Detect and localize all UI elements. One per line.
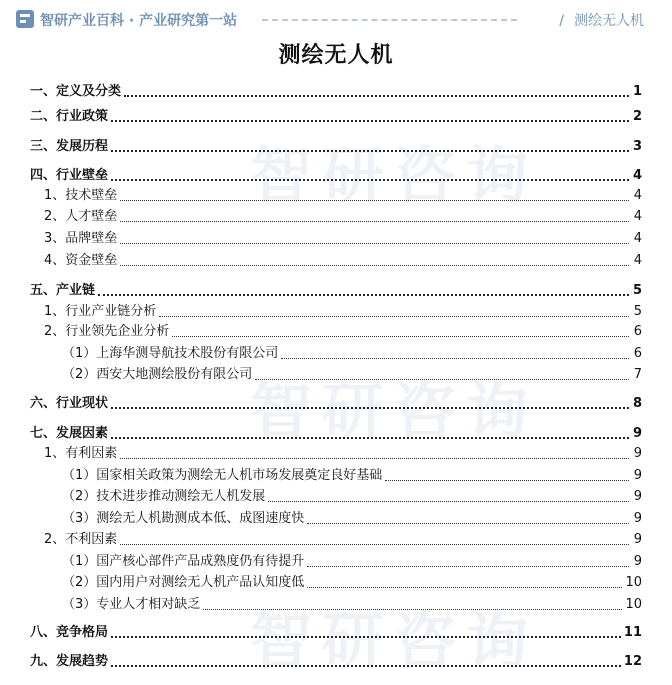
toc-entry-label: 二、行业政策 — [30, 109, 109, 124]
toc-entry[interactable] — [44, 207, 642, 227]
toc-entry-label: 六、行业现状 — [30, 396, 109, 411]
toc-page-number: 4 — [633, 253, 642, 268]
toc-entry[interactable] — [62, 344, 642, 364]
toc-entry[interactable] — [62, 595, 642, 615]
toc-entry-label: （1）上海华测导航技术股份有限公司 — [62, 346, 279, 361]
toc-page-number: 5 — [632, 283, 642, 298]
toc-page-number: 9 — [633, 468, 642, 483]
toc-page-number: 9 — [633, 489, 642, 504]
toc-entry[interactable] — [30, 166, 642, 186]
toc-entry[interactable] — [30, 137, 642, 157]
toc-leader-dots — [111, 407, 629, 409]
toc-leader-dots — [98, 294, 629, 296]
watermark-text: 智研咨询 — [250, 605, 539, 678]
toc-page-number: 4 — [632, 168, 642, 183]
toc-entry-label: 五、产业链 — [30, 283, 96, 298]
toc-entry-label: （1）国产核心部件产品成熟度仍有待提升 — [62, 554, 305, 569]
toc-entry[interactable] — [44, 530, 642, 550]
toc-entry-label: 七、发展因素 — [30, 426, 109, 441]
toc-entry-label: 九、发展趋势 — [30, 654, 109, 669]
toc-entry[interactable] — [62, 573, 642, 593]
toc-page-number: 3 — [632, 139, 642, 154]
toc-leader-dots — [120, 221, 629, 222]
toc-page-number: 9 — [633, 554, 642, 569]
toc-page-number: 10 — [625, 597, 642, 612]
toc-page-number: 9 — [633, 511, 642, 526]
toc-entry[interactable] — [30, 107, 642, 127]
toc-entry[interactable] — [62, 552, 642, 572]
toc-leader-dots — [307, 523, 629, 524]
toc-page-number: 9 — [633, 446, 642, 461]
toc-entry[interactable] — [62, 509, 642, 529]
document-title: 测绘无人机 — [278, 43, 394, 68]
toc-page-number: 1 — [632, 84, 642, 99]
toc-leader-dots — [111, 179, 629, 181]
toc-entry[interactable] — [30, 281, 642, 301]
toc-page-number: 11 — [623, 625, 642, 640]
toc-leader-dots — [385, 480, 629, 481]
toc-leader-dots — [111, 120, 629, 122]
toc-entry[interactable] — [62, 466, 642, 486]
toc-entry[interactable] — [30, 424, 642, 444]
toc-entry-label: 四、行业壁垒 — [30, 168, 109, 183]
toc-entry-label: （2）西安大地测绘股份有限公司 — [62, 367, 253, 382]
toc-leader-dots — [111, 665, 621, 667]
toc-leader-dots — [172, 336, 629, 337]
toc-entry[interactable] — [30, 623, 642, 643]
toc-entry[interactable] — [44, 302, 642, 322]
toc-page-number: 12 — [623, 654, 642, 669]
toc-entry-label: 一、定义及分类 — [30, 84, 122, 99]
toc-page-number: 9 — [633, 532, 642, 547]
toc-page-number: 4 — [633, 209, 642, 224]
toc-leader-dots — [120, 265, 629, 266]
toc-entry-label: （2）技术进步推动测绘无人机发展 — [62, 489, 266, 504]
toc-entry[interactable] — [62, 365, 642, 385]
toc-entry-label: （3）专业人才相对缺乏 — [62, 597, 201, 612]
toc-leader-dots — [124, 95, 629, 97]
toc-entry-label: 1、有利因素 — [44, 446, 118, 461]
toc-page-number: 6 — [633, 324, 642, 339]
toc-leader-dots — [111, 150, 629, 152]
toc-leader-dots — [255, 379, 629, 380]
toc-leader-dots — [111, 437, 629, 439]
toc-entry[interactable] — [44, 251, 642, 271]
toc-entry[interactable] — [44, 444, 642, 464]
toc-entry-label: （3）测绘无人机勘测成本低、成图速度快 — [62, 511, 305, 526]
toc-leader-dots — [307, 587, 622, 588]
toc-entry-label: （1）国家相关政策为测绘无人机市场发展奠定良好基础 — [62, 468, 383, 483]
watermark-text: 智研咨询 — [250, 375, 539, 448]
toc-page-number: 8 — [632, 396, 642, 411]
toc-page-number: 4 — [633, 231, 642, 246]
toc-leader-dots — [307, 566, 629, 567]
toc-page-number: 4 — [633, 188, 642, 203]
toc-entry[interactable] — [30, 652, 642, 672]
toc-entry[interactable] — [30, 82, 642, 102]
toc-page-number: 10 — [625, 575, 642, 590]
watermark-text: 智研咨询 — [250, 139, 539, 212]
toc-entry[interactable] — [44, 229, 642, 249]
toc-leader-dots — [203, 609, 622, 610]
toc-entry-label: 2、行业领先企业分析 — [44, 324, 170, 339]
toc-leader-dots — [268, 501, 629, 502]
toc-leader-dots — [159, 316, 629, 317]
toc-leader-dots — [120, 200, 629, 201]
toc-entry-label: 2、不利因素 — [44, 532, 118, 547]
toc-page-number: 5 — [633, 304, 642, 319]
toc-entry-label: 八、竞争格局 — [30, 625, 109, 640]
toc-page-number: 9 — [632, 426, 642, 441]
breadcrumb-current[interactable]: 测绘无人机 — [574, 13, 644, 29]
toc-entry-label: 1、技术壁垒 — [44, 188, 118, 203]
toc-entry[interactable] — [30, 394, 642, 414]
toc-leader-dots — [120, 544, 629, 545]
toc-entry-label: 1、行业产业链分析 — [44, 304, 157, 319]
toc-leader-dots — [111, 636, 621, 638]
toc-entry-label: （2）国内用户对测绘无人机产品认知度低 — [62, 575, 305, 590]
toc-entry[interactable] — [44, 186, 642, 206]
toc-leader-dots — [120, 458, 629, 459]
toc-page-number: 2 — [632, 109, 642, 124]
breadcrumb-separator: / — [559, 13, 564, 29]
toc-page-number: 6 — [633, 346, 642, 361]
toc-leader-dots — [281, 358, 629, 359]
toc-entry-label: 2、人才壁垒 — [44, 209, 118, 224]
toc-entry-label: 3、品牌壁垒 — [44, 231, 118, 246]
brand-name[interactable]: 智研产业百科 · 产业研究第一站 — [40, 13, 238, 29]
toc-leader-dots — [120, 243, 629, 244]
toc-entry[interactable] — [44, 322, 642, 342]
toc-entry[interactable] — [62, 487, 642, 507]
toc-page-number: 7 — [633, 367, 642, 382]
toc-entry-label: 三、发展历程 — [30, 139, 109, 154]
toc-entry-label: 4、资金壁垒 — [44, 253, 118, 268]
